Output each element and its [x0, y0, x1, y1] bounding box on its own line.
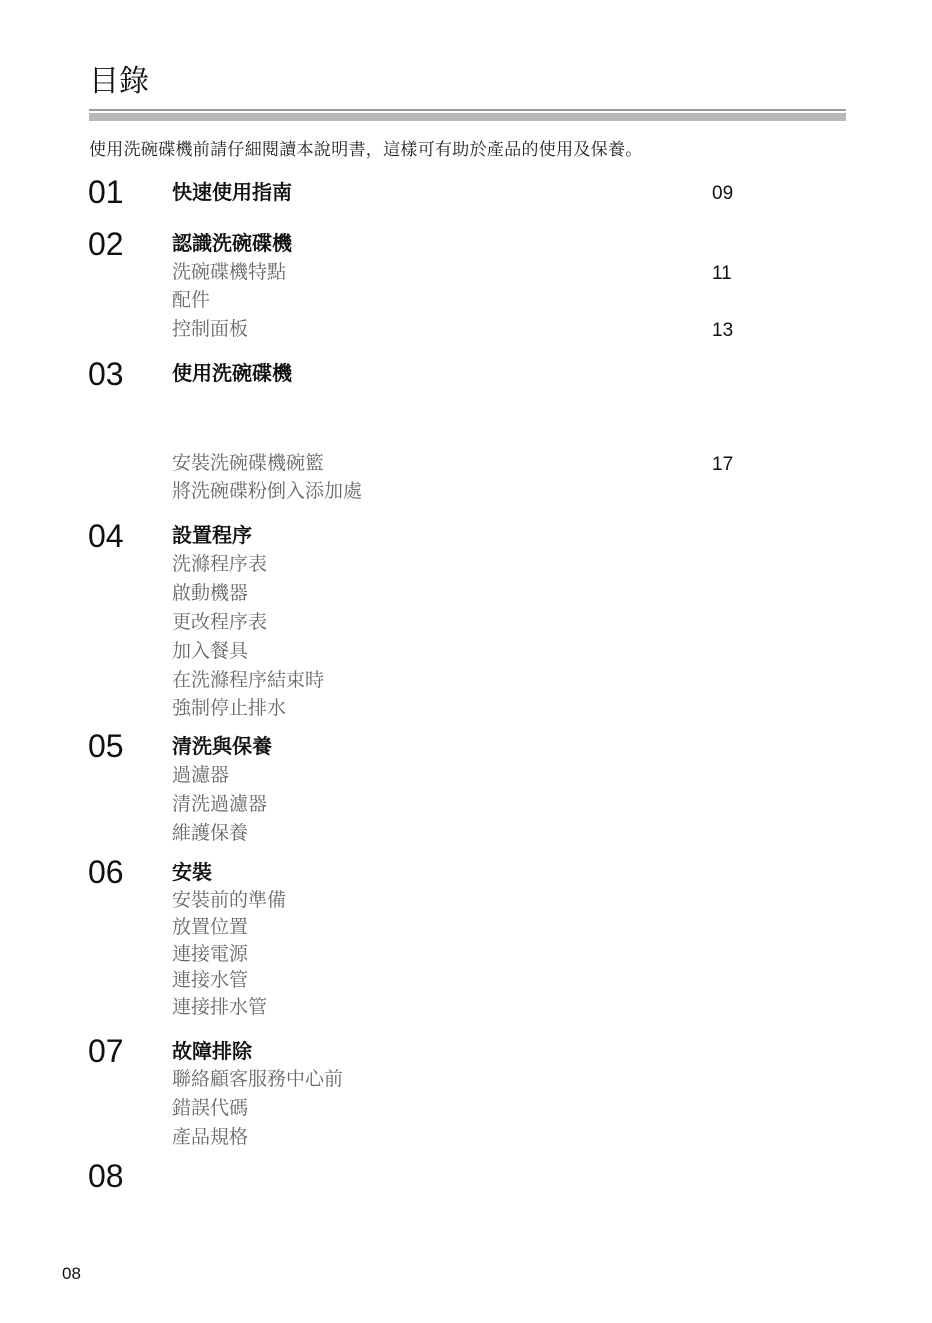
section-number: 03	[88, 356, 124, 392]
section-number: 07	[88, 1033, 124, 1069]
toc-item[interactable]: 將洗碗碟粉倒入添加處	[172, 480, 363, 502]
toc-item[interactable]: 錯誤代碼	[172, 1097, 249, 1119]
toc-item[interactable]: 安裝前的準備	[172, 889, 287, 911]
section-title[interactable]: 認識洗碗碟機	[172, 231, 292, 255]
section-number: 06	[88, 854, 124, 890]
page-number: 08	[62, 1264, 81, 1283]
section-number: 08	[88, 1158, 124, 1194]
toc-item[interactable]: 維護保養	[172, 822, 249, 844]
section-page: 09	[712, 183, 734, 204]
page-title: 目錄	[89, 64, 149, 99]
title-rule-thin	[89, 109, 846, 111]
toc-item[interactable]: 產品規格	[172, 1126, 249, 1148]
toc-item[interactable]: 聯絡顧客服務中心前	[172, 1068, 344, 1090]
toc-item[interactable]: 連接水管	[172, 969, 249, 991]
toc-item[interactable]: 清洗過濾器	[172, 793, 268, 815]
section-number: 02	[88, 226, 124, 262]
section-title[interactable]: 使用洗碗碟機	[172, 361, 292, 385]
toc-item[interactable]: 更改程序表	[172, 611, 268, 633]
toc-item[interactable]: 過濾器	[172, 764, 230, 786]
toc-item-page: 17	[712, 454, 734, 475]
section-title[interactable]: 設置程序	[172, 523, 252, 547]
intro-text: 使用洗碗碟機前請仔細閱讀本說明書，這樣可有助於產品的使用及保養。	[89, 140, 643, 160]
section-title[interactable]: 安裝	[172, 860, 212, 884]
toc-item[interactable]: 放置位置	[172, 916, 249, 938]
title-rule-bar	[89, 113, 846, 121]
section-title[interactable]: 故障排除	[172, 1039, 252, 1063]
toc-item[interactable]: 啟動機器	[172, 582, 249, 604]
toc-item-page: 11	[712, 263, 732, 284]
toc-item[interactable]: 在洗滌程序結束時	[172, 669, 325, 691]
toc-item[interactable]: 洗滌程序表	[172, 553, 268, 575]
toc-item-page: 13	[712, 320, 734, 341]
toc-item[interactable]: 強制停止排水	[172, 697, 287, 719]
toc-item[interactable]: 洗碗碟機特點	[172, 261, 287, 283]
section-number: 05	[88, 728, 124, 764]
section-number: 04	[88, 518, 124, 554]
toc-item[interactable]: 配件	[172, 289, 211, 311]
section-title[interactable]: 清洗與保養	[172, 734, 272, 758]
toc-item[interactable]: 安裝洗碗碟機碗籃	[172, 452, 325, 474]
section-title[interactable]: 快速使用指南	[172, 180, 292, 204]
toc-item[interactable]: 控制面板	[172, 318, 249, 340]
toc-item[interactable]: 加入餐具	[172, 640, 249, 662]
section-number: 01	[88, 174, 124, 210]
toc-item[interactable]: 連接電源	[172, 943, 249, 965]
toc-item[interactable]: 連接排水管	[172, 996, 268, 1018]
